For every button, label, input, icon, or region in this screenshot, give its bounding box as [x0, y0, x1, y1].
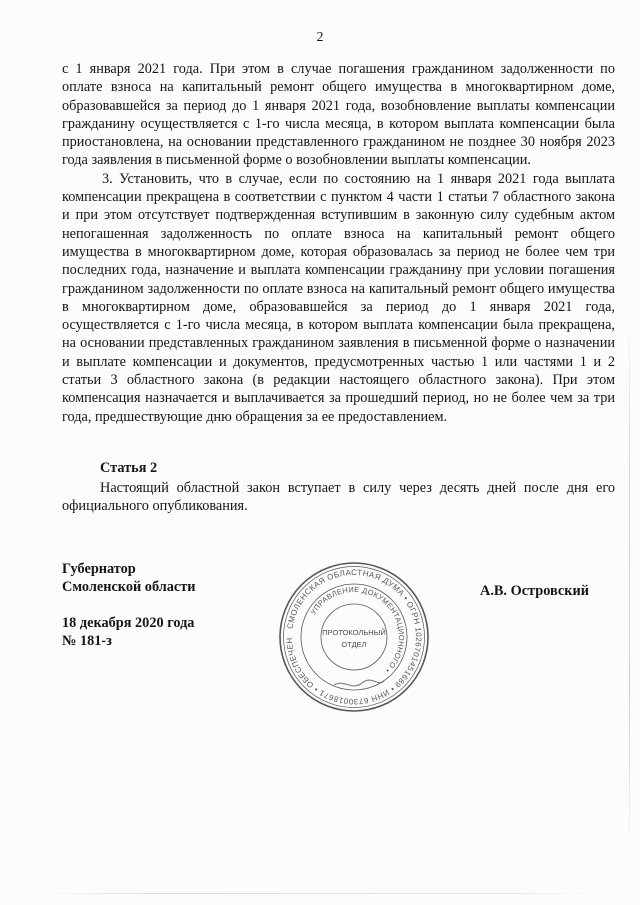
stamp-inner-text: УПРАВЛЕНИЕ ДОКУМЕНТАЦИОННОГО •	[308, 584, 407, 675]
stamp-outer-text: СМОЛЕНСКАЯ ОБЛАСТНАЯ ДУМА • ОГРН 1026701451689 • ИНН 6730018671 • ОБЕСПЕЧЕН	[284, 567, 424, 707]
signatory-region: Смоленской области	[62, 579, 196, 595]
page-number: 2	[316, 30, 324, 45]
stamp-center-line2: ОТДЕЛ	[341, 640, 367, 649]
signatory-title: Губернатор	[62, 561, 136, 577]
main-text	[62, 60, 615, 426]
article-2-text: Настоящий областной закон вступает в силу через десять дней после дня его официального опубликования.	[62, 480, 615, 515]
signature-block	[62, 560, 196, 650]
stamp-center-line1: ПРОТОКОЛЬНЫЙ	[322, 628, 386, 637]
paragraph-continuation: с 1 января 2021 года. При этом в случае погашения гражданином задолженности по оплате взноса на капитальный ремонт общего имущества в многоквартирном доме, образовавшейся за период до 1 января 2021 года, возобновление выплаты компенсации гражданину осуществляется с 1-го числа месяца, в котором выплата компенсации была приостановлена, на основании представленного гражданином не позднее 30 ноября 2023 года заявления в письменной форме о возобновлении выплаты компенсации.	[62, 61, 615, 169]
scan-edge-shadow	[629, 300, 630, 860]
paragraph-point-3: 3. Установить, что в случае, если по состоянию на 1 января 2021 года выплата компенсации прекращена в соответствии с пунктом 4 части 1 статьи 7 областного закона и при этом отсутствует подтвержденная вступившим в законную силу судебным актом непогашенная задолженность по оплате взноса на капитальный ремонт общего имущества в многоквартирном доме, которая образовалась за период не более чем три последних года, назначение и выплата компенсации гражданину при условии погашения гражданином задолженности по оплате взноса на капитальный ремонт общего имущества в многоквартирном доме, образовавшейся за период до 1 января 2021 года, осуществляется с 1-го числа месяца, в котором выплата компенсации была прекращена, на основании представленных гражданином заявления в письменной форме о назначении и выплате компенсации и документов, предусмотренных частью 1 или частями 1 и 2 статьи 3 областного закона (в редакции настоящего областного закона). При этом компенсация назначается и выплачивается за прошедший период, но не более чем за три года, предшествующие дню обращения за ее предоставлением.	[62, 170, 615, 425]
official-stamp	[274, 557, 434, 717]
law-number: № 181-з	[62, 633, 112, 649]
law-date: 18 декабря 2020 года	[62, 615, 195, 631]
scan-bottom-shadow	[40, 893, 600, 894]
stamp-seal	[274, 557, 434, 717]
signatory-name: А.В. Островский	[480, 583, 589, 599]
article-2-heading: Статья 2	[100, 460, 158, 476]
